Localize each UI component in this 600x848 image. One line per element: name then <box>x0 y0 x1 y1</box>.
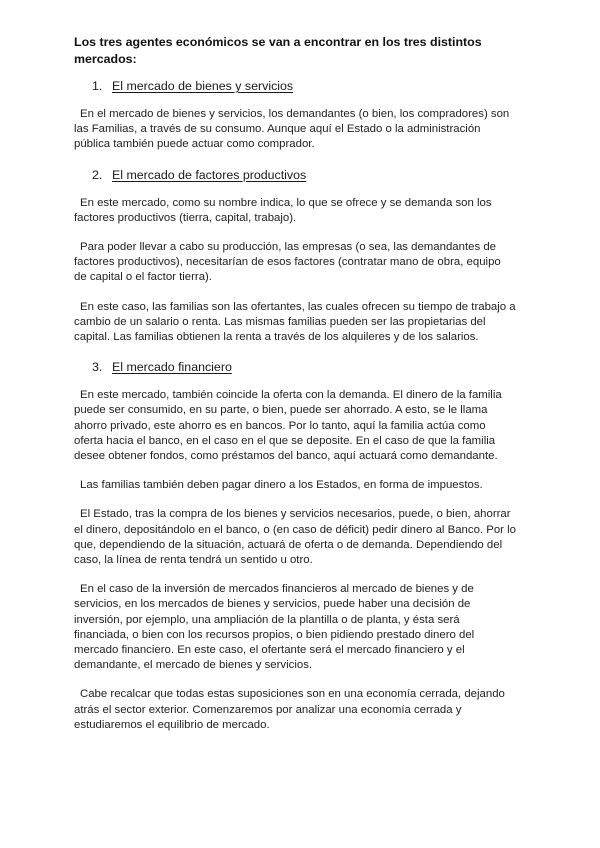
paragraph: En este caso, las familias son las ofertantes, las cuales ofrecen su tiempo de trabajo a cambio de un salario o renta. Las mismas familias pueden ser las propietarias del capital. Las familias obtienen la renta a través de los alquileres y de los salarios. <box>74 300 516 344</box>
section-number: 1. <box>92 79 103 93</box>
section-heading-1 <box>92 78 516 94</box>
paragraph: Cabe recalcar que todas estas suposiciones son en una economía cerrada, dejando atrás el sector exterior. Comenzaremos por analizar una economía cerrada y estudiaremos el equilibrio de mercado. <box>74 688 505 731</box>
paragraph: Las familias también deben pagar dinero a los Estados, en forma de impuestos. <box>80 479 483 492</box>
paragraph: En el mercado de bienes y servicios, los demandantes (o bien, los compradores) son las Familias, a través de su consumo. Aunque aquí el Estado o la administración pública también puede actuar como comprador. <box>74 108 510 151</box>
paragraph: En este mercado, como su nombre indica, lo que se ofrece y se demanda son los factores productivos (tierra, capital, trabajo). <box>74 196 492 224</box>
paragraph: Para poder llevar a cabo su producción, las empresas (o sea, las demandantes de factores productivos), necesitarían de esos factores (contratar mano de obra, equipo de capital o el factor tierra). <box>74 241 501 284</box>
section-number: 3. <box>92 360 103 375</box>
section-heading-3 <box>92 359 516 375</box>
section-heading-2 <box>92 167 516 183</box>
section-title: El mercado de bienes y servicios <box>112 79 294 93</box>
paragraph: En el caso de la inversión de mercados financieros al mercado de bienes y de servicios, en los mercados de bienes y servicios, puede haber una decisión de inversión, por ejemplo, una ampliación de la plantilla o de planta, y ésta será financiada, o bien con los recursos propios, o bien pidiendo prestado dinero del mercado financiero. En este caso, el ofertante será el mercado financiero y el demandante, el mercado de bienes y servicios. <box>74 583 475 672</box>
section-title: El mercado de factores productivos <box>112 167 307 182</box>
paragraph: El Estado, tras la compra de los bienes y servicios necesarios, puede, o bien, ahorrar el dinero, depositándolo en el banco, o (en caso de déficit) pedir dinero al Banco. Por lo que, dependiendo de la situación, actuará de oferta o de demanda. Dependiendo del caso, la línea de renta tendrá un sentido u otro. <box>74 508 516 567</box>
document-title: Los tres agentes económicos se van a encontrar en los tres distintos mercados: <box>74 35 482 66</box>
paragraph: En este mercado, también coincide la oferta con la demanda. El dinero de la familia puede ser consumido, en su parte, o bien, puede ser ahorrado. A esto, se le llama ahorro privado, este ahorro es en bancos. Por lo tanto, aquí la familia actúa como oferta hacia el banco, en el caso en el que se deposite. En el caso de que la familia desee obtener fondos, como préstamos del banco, aquí actuará como demandante. <box>74 389 502 463</box>
section-number: 2. <box>92 167 103 182</box>
section-title: El mercado financiero <box>112 360 232 375</box>
